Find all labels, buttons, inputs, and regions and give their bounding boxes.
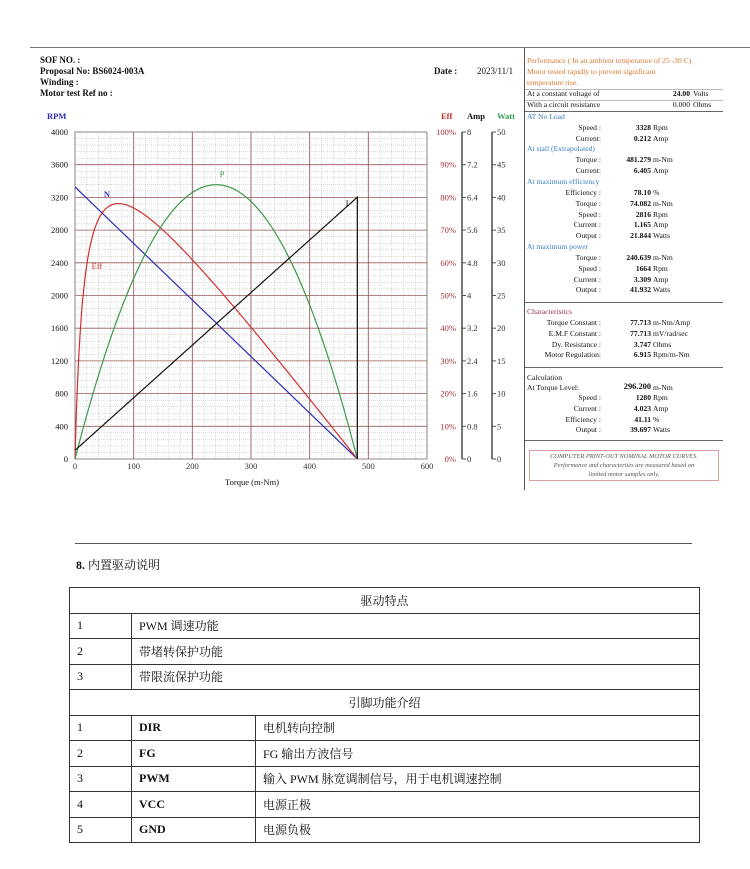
characteristics-title: Characteristics	[527, 307, 573, 316]
driver-table	[69, 587, 700, 843]
feature-text: PWM 调速功能	[132, 613, 700, 639]
amp-tick-label: 2.4	[467, 355, 478, 366]
max-eff-unit: Amp	[653, 220, 669, 230]
pin-number: 5	[70, 817, 132, 843]
pin-name: DIR	[132, 715, 256, 741]
max-power-label: Output :	[575, 285, 601, 295]
calc-label: Current :	[573, 403, 601, 413]
x-axis-title: Torque (m-Nm)	[225, 477, 279, 487]
calc-torque-label: At Torque Level:	[527, 383, 580, 392]
characteristics-unit: Rpm/m-Nm	[653, 350, 690, 360]
watt-tick-label: 0	[497, 454, 502, 464]
x-tick-label: 400	[303, 461, 317, 471]
pins-header: 引脚功能介绍	[70, 690, 700, 716]
max-eff-unit: m-Nm	[653, 198, 673, 208]
sof-number: SOF NO. :	[40, 55, 81, 65]
max-eff-label: Speed :	[578, 209, 601, 219]
pin-name: GND	[132, 817, 256, 843]
characteristics-value: 6.915	[633, 350, 651, 360]
characteristics-value: 77.713	[630, 318, 651, 327]
rpm-tick-label: 1200	[51, 355, 68, 366]
max-eff-value: 78.10	[633, 188, 651, 197]
stall-label: Torque :	[575, 155, 601, 164]
watt-tick-label: 10	[497, 388, 506, 399]
amp-tick-label: 4	[467, 290, 472, 301]
pin-description: 电源负极	[256, 817, 700, 843]
max-eff-value: 2816	[635, 209, 651, 219]
characteristics-row	[525, 329, 723, 339]
amp-tick-label: 6.4	[467, 192, 478, 203]
max-power-row	[525, 264, 723, 274]
characteristics-value: 3.747	[633, 339, 651, 349]
no-load-unit: Rpm	[653, 123, 668, 132]
characteristics-row	[525, 318, 723, 328]
calc-torque-unit: m-Nm	[653, 383, 673, 392]
watt-tick-label: 15	[497, 355, 506, 366]
pin-description: 输入 PWM 脉宽调制信号，用于电机调速控制	[256, 766, 700, 792]
x-tick-label: 600	[420, 461, 434, 471]
max-power-label: Speed :	[578, 263, 601, 273]
resistance-unit: Ohms	[693, 100, 712, 109]
max-power-row	[525, 253, 723, 263]
max-power-value: 41.932	[630, 285, 651, 295]
max-power-row	[525, 285, 723, 295]
max-eff-unit: Rpm	[653, 209, 668, 219]
stall-value: 6.405	[633, 165, 651, 175]
amp-tick-label: 0	[467, 454, 472, 464]
calc-value: 4.023	[633, 403, 651, 413]
no-load-label: Speed :	[578, 123, 601, 132]
feature-text: 带堵转保护功能	[132, 639, 700, 665]
rpm-tick-label: 3200	[51, 192, 68, 203]
eff-tick-label: 60%	[440, 257, 456, 268]
max-eff-value: 21.844	[630, 231, 651, 241]
watt-tick-label: 35	[497, 225, 506, 236]
rpm-tick-label: 400	[55, 421, 68, 432]
no-load-row	[525, 134, 723, 144]
x-tick-label: 500	[361, 461, 375, 471]
no-load-row	[525, 123, 723, 133]
calc-row	[525, 404, 723, 414]
pin-number: 1	[70, 715, 132, 741]
date-value: 2023/11/1	[477, 66, 514, 76]
max-eff-label: Current :	[573, 220, 601, 230]
note-line-2: Performance and characterties are measured based on	[553, 462, 695, 469]
rpm-tick-label: 2000	[51, 290, 68, 301]
pin-number: 3	[70, 766, 132, 792]
stall-unit: m-Nm	[653, 155, 673, 164]
pin-name: VCC	[132, 792, 256, 818]
eff-axis-title: Eff	[441, 111, 453, 121]
rpm-tick-label: 2400	[51, 257, 68, 268]
series-p-label: P	[219, 169, 225, 179]
amp-tick-label: 1.6	[467, 388, 478, 399]
calc-unit: Watts	[653, 425, 671, 435]
feature-row	[70, 664, 700, 690]
rpm-tick-label: 0	[63, 454, 68, 464]
resistance-label: With a circuit resistance	[527, 100, 601, 109]
pin-name: PWM	[132, 766, 256, 792]
x-tick-label: 100	[127, 461, 141, 471]
no-load-unit: Amp	[653, 133, 669, 143]
perf-line-3: temperature rise.	[527, 78, 579, 87]
eff-tick-label: 20%	[440, 388, 456, 399]
amp-tick-label: 5.6	[467, 225, 478, 236]
characteristics-label: Dy. Resistance :	[551, 339, 601, 349]
calc-row	[525, 393, 723, 403]
calc-label: Speed :	[578, 393, 601, 402]
feature-number: 3	[70, 664, 132, 690]
section-number: 8.	[76, 558, 85, 572]
max-power-label: Current :	[573, 274, 601, 284]
eff-tick-label: 30%	[440, 355, 456, 366]
amp-tick-label: 0.8	[467, 421, 478, 432]
max-power-unit: m-Nm	[653, 253, 673, 262]
motor-test-ref: Motor test Ref no :	[40, 88, 113, 98]
pin-description: 电机转向控制	[256, 715, 700, 741]
x-tick-label: 200	[185, 461, 199, 471]
voltage-label: At a constant voltage of	[527, 89, 600, 98]
watt-tick-label: 45	[497, 159, 506, 170]
motor-performance-chart	[0, 0, 524, 500]
watt-axis-title: Watt	[497, 111, 515, 121]
max-eff-label: Output :	[575, 231, 601, 241]
pin-row	[70, 792, 700, 818]
rpm-tick-label: 3600	[51, 159, 68, 170]
max-power-label: Torque :	[575, 253, 601, 262]
feature-number: 2	[70, 639, 132, 665]
max-eff-value: 1.165	[633, 220, 651, 230]
pin-row	[70, 766, 700, 792]
eff-tick-label: 50%	[440, 290, 456, 301]
calc-unit: Rpm	[653, 393, 668, 402]
max-eff-unit: Watts	[653, 231, 671, 241]
amp-tick-label: 4.8	[467, 257, 478, 268]
max-eff-row	[525, 188, 723, 198]
calc-value: 41.11	[634, 414, 651, 424]
watt-tick-label: 40	[497, 192, 506, 203]
characteristics-label: Motor Regulation:	[544, 350, 601, 360]
max-eff-label: Efficiency :	[565, 188, 601, 197]
pin-description: FG 输出方波信号	[256, 741, 700, 767]
max-power-value: 1664	[635, 263, 651, 273]
note-line-3: limited motor samples only.	[588, 471, 660, 478]
section-rule	[75, 543, 692, 544]
max-power-unit: Watts	[653, 285, 671, 295]
max-eff-title: At maximum efficiency	[527, 177, 600, 186]
characteristics-value: 77.713	[630, 328, 651, 338]
max-eff-unit: %	[653, 188, 660, 197]
watt-tick-label: 50	[497, 127, 506, 137]
proposal-number: Proposal No: BS6024-003A	[40, 66, 145, 76]
calc-value: 39.697	[630, 425, 651, 435]
grid	[75, 132, 427, 459]
eff-tick-label: 100%	[436, 127, 456, 137]
calc-label: Output :	[575, 425, 601, 435]
rpm-axis-title: RPM	[47, 111, 67, 121]
calc-unit: %	[653, 414, 660, 424]
series-i-label: I	[345, 198, 349, 208]
amp-tick-label: 3.2	[467, 323, 478, 334]
watt-tick-label: 30	[497, 257, 506, 268]
no-load-value: 3328	[635, 123, 651, 132]
eff-tick-label: 0%	[444, 454, 456, 464]
max-eff-label: Torque :	[575, 198, 601, 208]
rpm-tick-label: 4000	[51, 127, 68, 137]
note-line-1: COMPUTER PRINT-OUT NOMINAL MOTOR CURVES.	[550, 453, 698, 460]
amp-tick-label: 7.2	[467, 159, 478, 170]
feature-row	[70, 613, 700, 639]
calc-value: 1280	[635, 393, 651, 402]
eff-tick-label: 10%	[440, 421, 456, 432]
characteristics-label: Torque Constant :	[546, 318, 601, 327]
section-title: 内置驱动说明	[88, 558, 161, 572]
amp-tick-label: 8	[467, 127, 472, 137]
calc-unit: Amp	[653, 403, 669, 413]
perf-line-2: Motor tested rapidly to prevent significant	[527, 67, 656, 76]
calc-label: Efficiency :	[565, 414, 601, 424]
resistance-value: 0.000	[672, 100, 690, 109]
max-eff-row	[525, 231, 723, 241]
features-header: 驱动特点	[70, 588, 700, 614]
max-power-title: At maximum power	[527, 242, 589, 251]
max-power-unit: Amp	[653, 274, 669, 284]
series-eff-line	[75, 204, 357, 459]
table-header-row	[70, 690, 700, 716]
max-power-value: 3.309	[633, 274, 651, 284]
max-power-row	[525, 275, 723, 285]
rpm-tick-label: 800	[55, 388, 68, 399]
max-eff-row	[525, 210, 723, 220]
pin-row	[70, 741, 700, 767]
performance-panel	[524, 48, 723, 490]
rpm-tick-label: 2800	[51, 225, 68, 236]
characteristics-label: E.M.F Constant :	[548, 328, 601, 338]
pin-row	[70, 817, 700, 843]
calc-torque-value: 296.200	[623, 382, 651, 391]
eff-tick-label: 90%	[440, 159, 456, 170]
amp-axis-title: Amp	[467, 111, 485, 121]
series-n-label: N	[103, 189, 111, 199]
max-eff-row	[525, 220, 723, 230]
x-tick-label: 0	[72, 461, 78, 471]
winding: Winding :	[40, 77, 79, 87]
section-heading	[76, 556, 160, 573]
series-eff-label: Eff	[91, 261, 103, 271]
disclaimer-note	[529, 450, 719, 481]
feature-number: 1	[70, 613, 132, 639]
max-eff-value: 74.082	[630, 198, 651, 208]
pin-name: FG	[132, 741, 256, 767]
no-load-value: 0.212	[633, 133, 651, 143]
table-header-row	[70, 588, 700, 614]
watt-tick-label: 20	[497, 323, 506, 334]
voltage-value: 24.00	[672, 89, 690, 98]
stall-row	[525, 155, 723, 165]
characteristics-unit: Ohms	[653, 339, 672, 349]
x-tick-label: 300	[244, 461, 258, 471]
characteristics-unit: m-Nm/Amp	[653, 318, 691, 327]
watt-tick-label: 5	[497, 421, 502, 432]
pin-number: 2	[70, 741, 132, 767]
max-eff-row	[525, 199, 723, 209]
pin-number: 4	[70, 792, 132, 818]
perf-line-1: Performance ( In an ambient temperature of 25 -30 C)	[527, 56, 692, 65]
eff-tick-label: 80%	[440, 192, 456, 203]
calculation-title: Calculation	[527, 373, 563, 382]
stall-value: 481.279	[626, 155, 651, 164]
stall-label: Current:	[575, 165, 601, 175]
characteristics-unit: mV/rad/sec	[653, 328, 689, 338]
characteristics-row	[525, 340, 723, 350]
watt-tick-label: 25	[497, 290, 506, 301]
characteristics-row	[525, 350, 723, 360]
max-power-unit: Rpm	[653, 263, 668, 273]
calc-row	[525, 425, 723, 435]
no-load-label: Current:	[575, 133, 601, 143]
stall-unit: Amp	[653, 165, 669, 175]
pin-description: 电源正极	[256, 792, 700, 818]
date-label: Date :	[434, 66, 458, 76]
feature-row	[70, 639, 700, 665]
eff-tick-label: 70%	[440, 225, 456, 236]
stall-title: At stall (Extrapolated)	[527, 144, 595, 153]
stall-row	[525, 166, 723, 176]
feature-text: 带限流保护功能	[132, 664, 700, 690]
pin-row	[70, 715, 700, 741]
no-load-title: AT No Load	[527, 112, 565, 121]
calc-row	[525, 415, 723, 425]
rpm-tick-label: 1600	[51, 323, 68, 334]
voltage-unit: Volts	[693, 89, 709, 98]
max-power-value: 240.639	[626, 253, 651, 262]
eff-tick-label: 40%	[440, 323, 456, 334]
